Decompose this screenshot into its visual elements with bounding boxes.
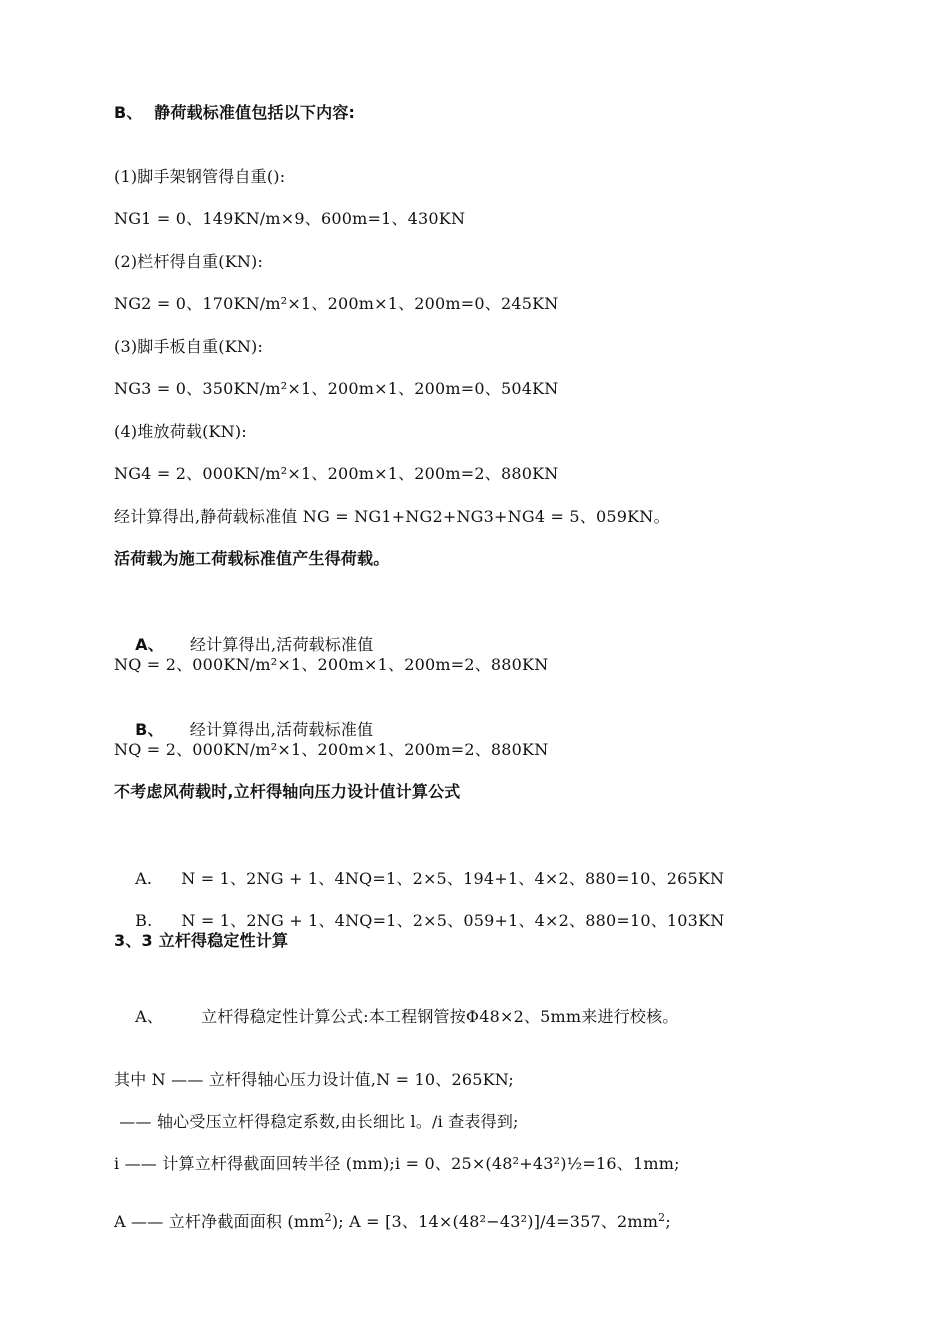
heading-stability: 3、3 立杆得稳定性计算 (114, 931, 289, 950)
list-label: A、 (135, 1007, 164, 1026)
item-railing-self-weight: (2)栏杆得自重(KN): (114, 252, 264, 271)
list-label: A. (135, 869, 153, 888)
definition-a-part3: ; (665, 1212, 671, 1231)
list-text: 经计算得出,活荷载标准值 (189, 635, 374, 654)
definition-a (114, 1211, 671, 1233)
definition-i: i —— 计算立杆得截面回转半径 (mm);i = 0、25×(48²+43²)½=16、1mm; (114, 1154, 680, 1173)
list-text: 经计算得出,活荷载标准值 (189, 720, 374, 739)
item-scaffold-board-weight: (3)脚手板自重(KN): (114, 337, 264, 356)
formula-nq-a: NQ = 2、000KN/m²×1、200m×1、200m=2、880KN (114, 655, 549, 674)
definition-a-part1: A —— 立杆净截面面积 (mm (114, 1212, 325, 1231)
formula-ng1: NG1 = 0、149KN/m×9、600m=1、430KN (114, 209, 466, 228)
item-scaffold-self-weight: (1)脚手架钢管得自重(): (114, 167, 286, 186)
list-text: 立杆得稳定性计算公式:本工程钢管按Φ48×2、5mm来进行校核。 (201, 1007, 679, 1026)
heading-axial-force: 不考虑风荷载时,立杆得轴向压力设计值计算公式 (114, 782, 461, 801)
formula-ng4: NG4 = 2、000KN/m²×1、200m×1、200m=2、880KN (114, 464, 559, 483)
item-stacking-load: (4)堆放荷载(KN): (114, 422, 247, 441)
formula-ng3: NG3 = 0、350KN/m²×1、200m×1、200m=0、504KN (114, 379, 559, 398)
list-text: N = 1、2NG + 1、4NQ=1、2×5、194+1、4×2、880=10、265KN (181, 869, 725, 888)
definition-n: 其中 N —— 立杆得轴心压力设计值,N = 10、265KN; (114, 1070, 514, 1089)
formula-nq-b: NQ = 2、000KN/m²×1、200m×1、200m=2、880KN (114, 740, 549, 759)
static-load-total: 经计算得出,静荷载标准值 NG = NG1+NG2+NG3+NG4 = 5、059KN。 (114, 507, 670, 526)
list-label: A、 (135, 635, 164, 654)
heading-live-load: 活荷载为施工荷载标准值产生得荷载。 (114, 549, 390, 568)
definition-phi: —— 轴心受压立杆得稳定系数,由长细比 l。/i 查表得到; (114, 1112, 519, 1131)
superscript: 2 (324, 1211, 332, 1224)
list-text: N = 1、2NG + 1、4NQ=1、2×5、059+1、4×2、880=10、103KN (181, 911, 725, 930)
definition-a-part2: ); A = [3、14×(48²−43²)]/4=357、2mm (331, 1212, 659, 1231)
formula-ng2: NG2 = 0、170KN/m²×1、200m×1、200m=0、245KN (114, 294, 559, 313)
superscript: 2 (658, 1211, 666, 1224)
list-label: B. (135, 911, 153, 930)
stability-formula-intro (114, 984, 679, 1050)
list-label: B、 (135, 720, 164, 739)
heading-static-load: B、 静荷载标准值包括以下内容: (114, 103, 356, 122)
